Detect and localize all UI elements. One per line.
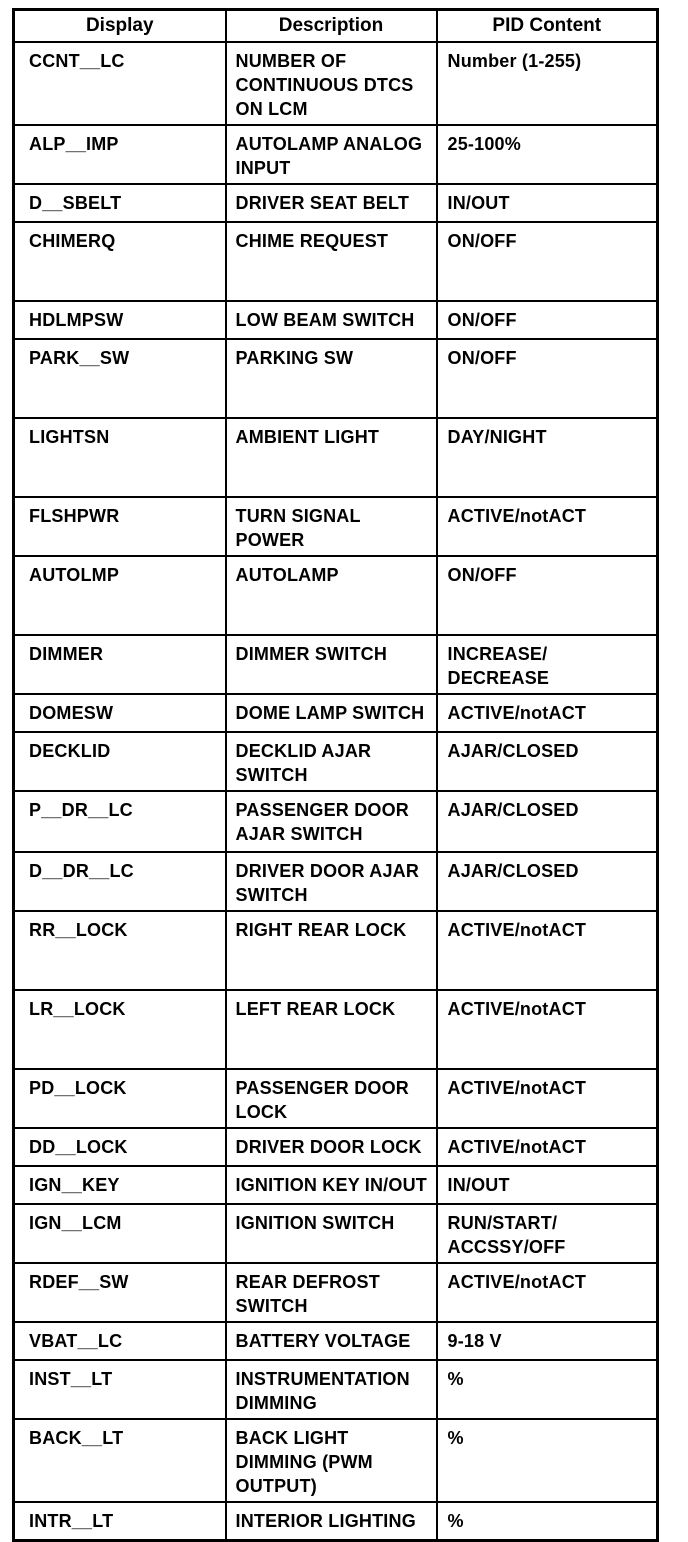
cell-description: DRIVER DOOR LOCK	[226, 1128, 437, 1166]
cell-display: D__SBELT	[14, 184, 226, 222]
cell-display: DD__LOCK	[14, 1128, 226, 1166]
table-row	[14, 1204, 658, 1263]
cell-pid-content: IN/OUT	[437, 184, 658, 222]
table-row	[14, 301, 658, 339]
cell-description: PASSENGER DOOR AJAR SWITCH	[226, 791, 437, 852]
table-row	[14, 418, 658, 497]
cell-display: PARK__SW	[14, 339, 226, 418]
cell-display: HDLMPSW	[14, 301, 226, 339]
cell-pid-content: ACTIVE/notACT	[437, 694, 658, 732]
table-row	[14, 990, 658, 1069]
table-header	[14, 10, 658, 43]
cell-pid-content: ACTIVE/notACT	[437, 1128, 658, 1166]
cell-description: AUTOLAMP	[226, 556, 437, 635]
table-row	[14, 635, 658, 694]
table-row	[14, 1166, 658, 1204]
cell-description: DIMMER SWITCH	[226, 635, 437, 694]
cell-pid-content: ACTIVE/notACT	[437, 911, 658, 990]
cell-display: INTR__LT	[14, 1502, 226, 1541]
cell-description: DRIVER DOOR AJAR SWITCH	[226, 852, 437, 911]
table-row	[14, 339, 658, 418]
cell-pid-content: ACTIVE/notACT	[437, 1069, 658, 1128]
table-row	[14, 1322, 658, 1360]
table-row	[14, 1069, 658, 1128]
cell-display: DECKLID	[14, 732, 226, 791]
table-row	[14, 222, 658, 301]
table-row	[14, 1502, 658, 1541]
cell-display: IGN__LCM	[14, 1204, 226, 1263]
cell-pid-content: AJAR/CLOSED	[437, 791, 658, 852]
cell-display: LR__LOCK	[14, 990, 226, 1069]
table-row	[14, 184, 658, 222]
cell-description: LEFT REAR LOCK	[226, 990, 437, 1069]
cell-pid-content: AJAR/CLOSED	[437, 732, 658, 791]
table-row	[14, 791, 658, 852]
cell-description: REAR DEFROST SWITCH	[226, 1263, 437, 1322]
cell-display: CHIMERQ	[14, 222, 226, 301]
cell-display: DOMESW	[14, 694, 226, 732]
cell-description: NUMBER OF CONTINUOUS DTCS ON LCM	[226, 42, 437, 125]
cell-display: VBAT__LC	[14, 1322, 226, 1360]
cell-display: IGN__KEY	[14, 1166, 226, 1204]
cell-display: BACK__LT	[14, 1419, 226, 1502]
cell-display: ALP__IMP	[14, 125, 226, 184]
cell-pid-content: ACTIVE/notACT	[437, 1263, 658, 1322]
cell-pid-content: IN/OUT	[437, 1166, 658, 1204]
cell-pid-content: %	[437, 1419, 658, 1502]
cell-pid-content: %	[437, 1502, 658, 1541]
table-row	[14, 732, 658, 791]
table-row	[14, 497, 658, 556]
cell-description: TURN SIGNAL POWER	[226, 497, 437, 556]
cell-display: LIGHTSN	[14, 418, 226, 497]
cell-pid-content: INCREASE/ DECREASE	[437, 635, 658, 694]
cell-description: PASSENGER DOOR LOCK	[226, 1069, 437, 1128]
cell-display: D__DR__LC	[14, 852, 226, 911]
cell-description: CHIME REQUEST	[226, 222, 437, 301]
cell-pid-content: ON/OFF	[437, 339, 658, 418]
cell-display: P__DR__LC	[14, 791, 226, 852]
cell-display: CCNT__LC	[14, 42, 226, 125]
cell-pid-content: ON/OFF	[437, 301, 658, 339]
cell-description: DRIVER SEAT BELT	[226, 184, 437, 222]
table-row	[14, 852, 658, 911]
cell-pid-content: Number (1-255)	[437, 42, 658, 125]
cell-description: IGNITION KEY IN/OUT	[226, 1166, 437, 1204]
cell-pid-content: 9-18 V	[437, 1322, 658, 1360]
header-row	[14, 10, 658, 43]
cell-description: AMBIENT LIGHT	[226, 418, 437, 497]
cell-display: PD__LOCK	[14, 1069, 226, 1128]
cell-description: RIGHT REAR LOCK	[226, 911, 437, 990]
table-row	[14, 1360, 658, 1419]
cell-description: PARKING SW	[226, 339, 437, 418]
pid-table	[12, 8, 659, 1542]
cell-pid-content: %	[437, 1360, 658, 1419]
header-pid-content: PID Content	[437, 10, 658, 43]
table-row	[14, 911, 658, 990]
header-display: Display	[14, 10, 226, 43]
header-description: Description	[226, 10, 437, 43]
cell-pid-content: DAY/NIGHT	[437, 418, 658, 497]
cell-display: DIMMER	[14, 635, 226, 694]
cell-description: LOW BEAM SWITCH	[226, 301, 437, 339]
table-row	[14, 556, 658, 635]
table-row	[14, 694, 658, 732]
cell-description: DOME LAMP SWITCH	[226, 694, 437, 732]
cell-description: INTERIOR LIGHTING	[226, 1502, 437, 1541]
cell-pid-content: ACTIVE/notACT	[437, 497, 658, 556]
cell-description: AUTOLAMP ANALOG INPUT	[226, 125, 437, 184]
table-row	[14, 1263, 658, 1322]
cell-display: RDEF__SW	[14, 1263, 226, 1322]
cell-pid-content: ON/OFF	[437, 556, 658, 635]
table-body	[14, 42, 658, 1541]
table-row	[14, 1128, 658, 1166]
cell-description: BACK LIGHT DIMMING (PWM OUTPUT)	[226, 1419, 437, 1502]
cell-pid-content: RUN/START/ ACCSSY/OFF	[437, 1204, 658, 1263]
cell-description: IGNITION SWITCH	[226, 1204, 437, 1263]
table-row	[14, 42, 658, 125]
cell-pid-content: ACTIVE/notACT	[437, 990, 658, 1069]
cell-pid-content: 25-100%	[437, 125, 658, 184]
cell-description: BATTERY VOLTAGE	[226, 1322, 437, 1360]
cell-pid-content: AJAR/CLOSED	[437, 852, 658, 911]
cell-display: FLSHPWR	[14, 497, 226, 556]
cell-description: DECKLID AJAR SWITCH	[226, 732, 437, 791]
cell-display: AUTOLMP	[14, 556, 226, 635]
cell-pid-content: ON/OFF	[437, 222, 658, 301]
cell-display: RR__LOCK	[14, 911, 226, 990]
cell-description: INSTRUMENTATION DIMMING	[226, 1360, 437, 1419]
cell-display: INST__LT	[14, 1360, 226, 1419]
table-row	[14, 125, 658, 184]
table-row	[14, 1419, 658, 1502]
